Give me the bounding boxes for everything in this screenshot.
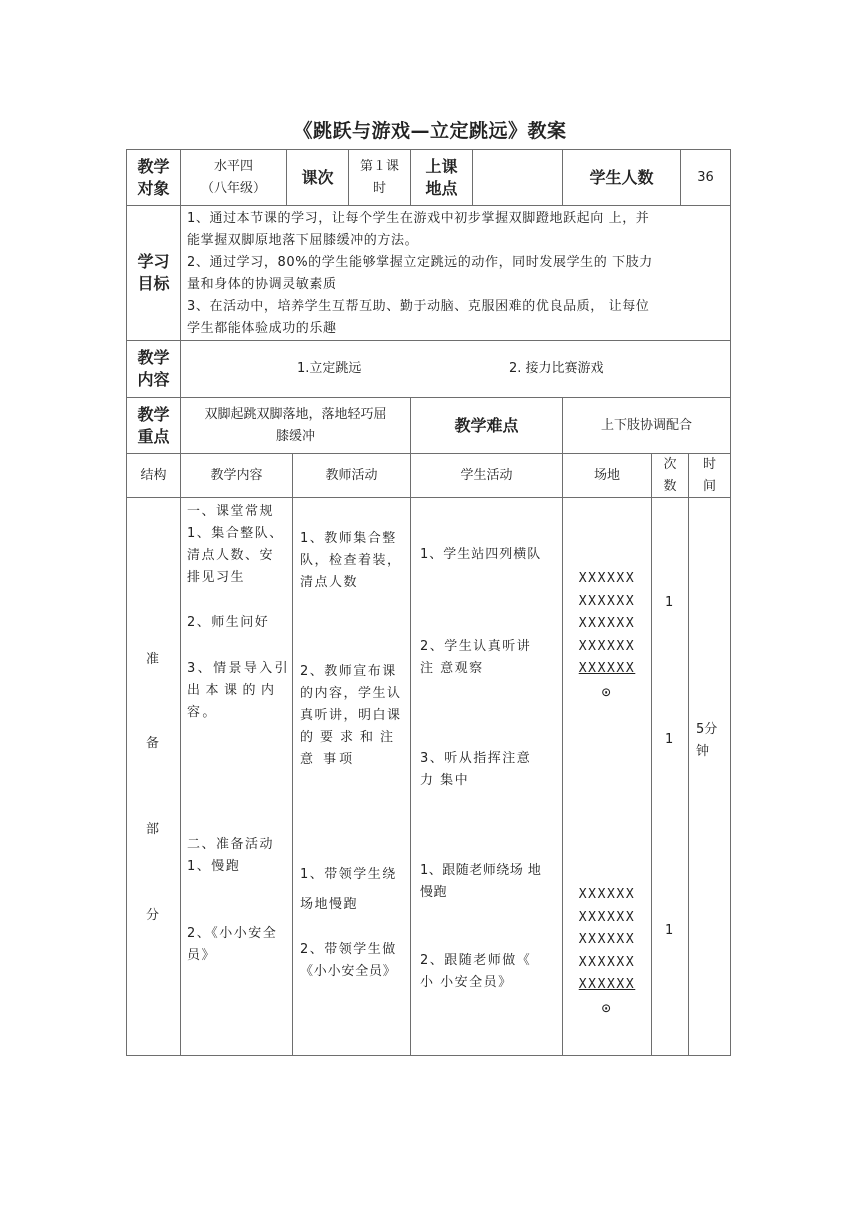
formation-row: XXXXXX: [578, 638, 636, 654]
times-value: 1: [665, 732, 675, 747]
objective-line: 1、通过本节课的学习，让每个学生在游戏中初步掌握双脚蹬地跃起向 上，并: [187, 211, 650, 226]
teacher-block-gather: 1、教师集合整 队，检查着装， 清点人数: [300, 531, 402, 590]
place-value: [472, 149, 563, 206]
teacher-position-icon: ⊙: [601, 682, 613, 701]
content-item-1: 1.立定跳远: [297, 361, 362, 376]
target-label: 教学 对象: [126, 149, 181, 206]
time-value: 5分 钟: [696, 722, 718, 759]
col-header-content: 教学内容: [180, 453, 293, 498]
content-item-2: 2. 接力比赛游戏: [509, 361, 604, 376]
prep-time-cell: [688, 497, 731, 1056]
student-block-jog: 1、跟随老师绕场 地 慢跑: [420, 863, 542, 900]
teacher-block-jog: 1、带领学生绕 场地慢跑: [300, 867, 397, 912]
difficulty-value: 上下肢协调配合: [562, 397, 731, 454]
content-block-safety: 2、《小小安全 员》: [187, 926, 278, 963]
formation-row: XXXXXX: [578, 932, 636, 947]
prep-structure-cell: [126, 497, 181, 1056]
student-block-attention: 3、听从指挥注意 力 集中: [420, 751, 532, 788]
col-header-time: 时 间: [688, 453, 731, 498]
formation-diagram-2: [568, 884, 646, 1019]
place-label: 上课 地点: [410, 149, 473, 206]
content-greeting: 2、师生问好: [187, 615, 270, 630]
objective-line: 2、通过学习，80%的学生能够掌握立定跳远的动作，同时发展学生的 下肢力: [187, 255, 653, 270]
formation-row: XXXXXX: [578, 593, 636, 609]
content-value: [180, 340, 731, 398]
difficulty-label: 教学难点: [410, 397, 563, 454]
document-title: 《跳跃与游戏—立定跳远》教案: [293, 120, 567, 142]
formation-row: XXXXXX: [578, 977, 636, 992]
structure-char: 备: [146, 736, 160, 751]
formation-row: XXXXXX: [578, 887, 636, 902]
col-header-structure: 结构: [126, 453, 181, 498]
col-header-venue: 场地: [562, 453, 652, 498]
students-label: 学生人数: [562, 149, 681, 206]
objective-line: 3、在活动中，培养学生互帮互助、勤于动脑、克服困难的优良品质， 让每位: [187, 299, 650, 314]
objective-line: 能掌握双脚原地落下屈膝缓冲的方法。: [187, 233, 419, 248]
student-line-up: 1、学生站四列横队: [420, 547, 542, 562]
formation-row: XXXXXX: [578, 661, 636, 676]
lesson-label: 课次: [286, 149, 349, 206]
structure-char: 准: [146, 652, 160, 667]
col-header-teacher: 教师活动: [292, 453, 411, 498]
content-label: 教学 内容: [126, 340, 181, 398]
col-header-student: 学生活动: [410, 453, 563, 498]
student-block-listen: 2、学生认真听讲 注 意观察: [420, 639, 532, 676]
structure-char: 分: [146, 908, 160, 923]
students-value: 36: [680, 149, 731, 206]
content-block-routine: 一、课堂常规 1、集合整队、 清点人数、安 排见习生: [187, 504, 284, 585]
key-points-label: 教学 重点: [126, 397, 181, 454]
times-value: 1: [665, 923, 675, 938]
prep-times-cell: [651, 497, 689, 1056]
formation-row: XXXXXX: [578, 909, 636, 925]
teacher-position-icon: ⊙: [601, 998, 613, 1017]
objective-line: 量和身体的协调灵敏素质: [187, 277, 337, 292]
times-value: 1: [665, 595, 675, 610]
formation-diagram-1: [568, 568, 646, 703]
objectives-text: [180, 205, 731, 341]
student-block-safety: 2、跟随老师做《 小 小安全员》: [420, 953, 532, 990]
content-block-warmup: 二、准备活动 1、慢跑: [187, 837, 275, 874]
teacher-block-safety: 2、带领学生做 《小小安全员》: [300, 942, 397, 979]
formation-row: XXXXXX: [578, 571, 636, 586]
objectives-label: 学习 目标: [126, 205, 181, 341]
col-header-times: 次 数: [651, 453, 689, 498]
key-points-value: 双脚起跳双脚落地，落地轻巧屈 膝缓冲: [180, 397, 411, 454]
objective-line: 学生都能体验成功的乐趣: [187, 321, 337, 336]
structure-char: 部: [146, 822, 160, 837]
formation-row: XXXXXX: [578, 954, 636, 970]
target-value: 水平四 （八年级）: [180, 149, 287, 206]
lesson-value: 第１课 时: [348, 149, 411, 206]
formation-row: XXXXXX: [578, 616, 636, 631]
teacher-block-announce: 2、教师宣布课 的内容，学生认 真听讲，明白课 的要求和注 意 事项: [300, 664, 402, 767]
content-block-intro: 3、情景导入引 出本课的内 容。: [187, 661, 291, 720]
